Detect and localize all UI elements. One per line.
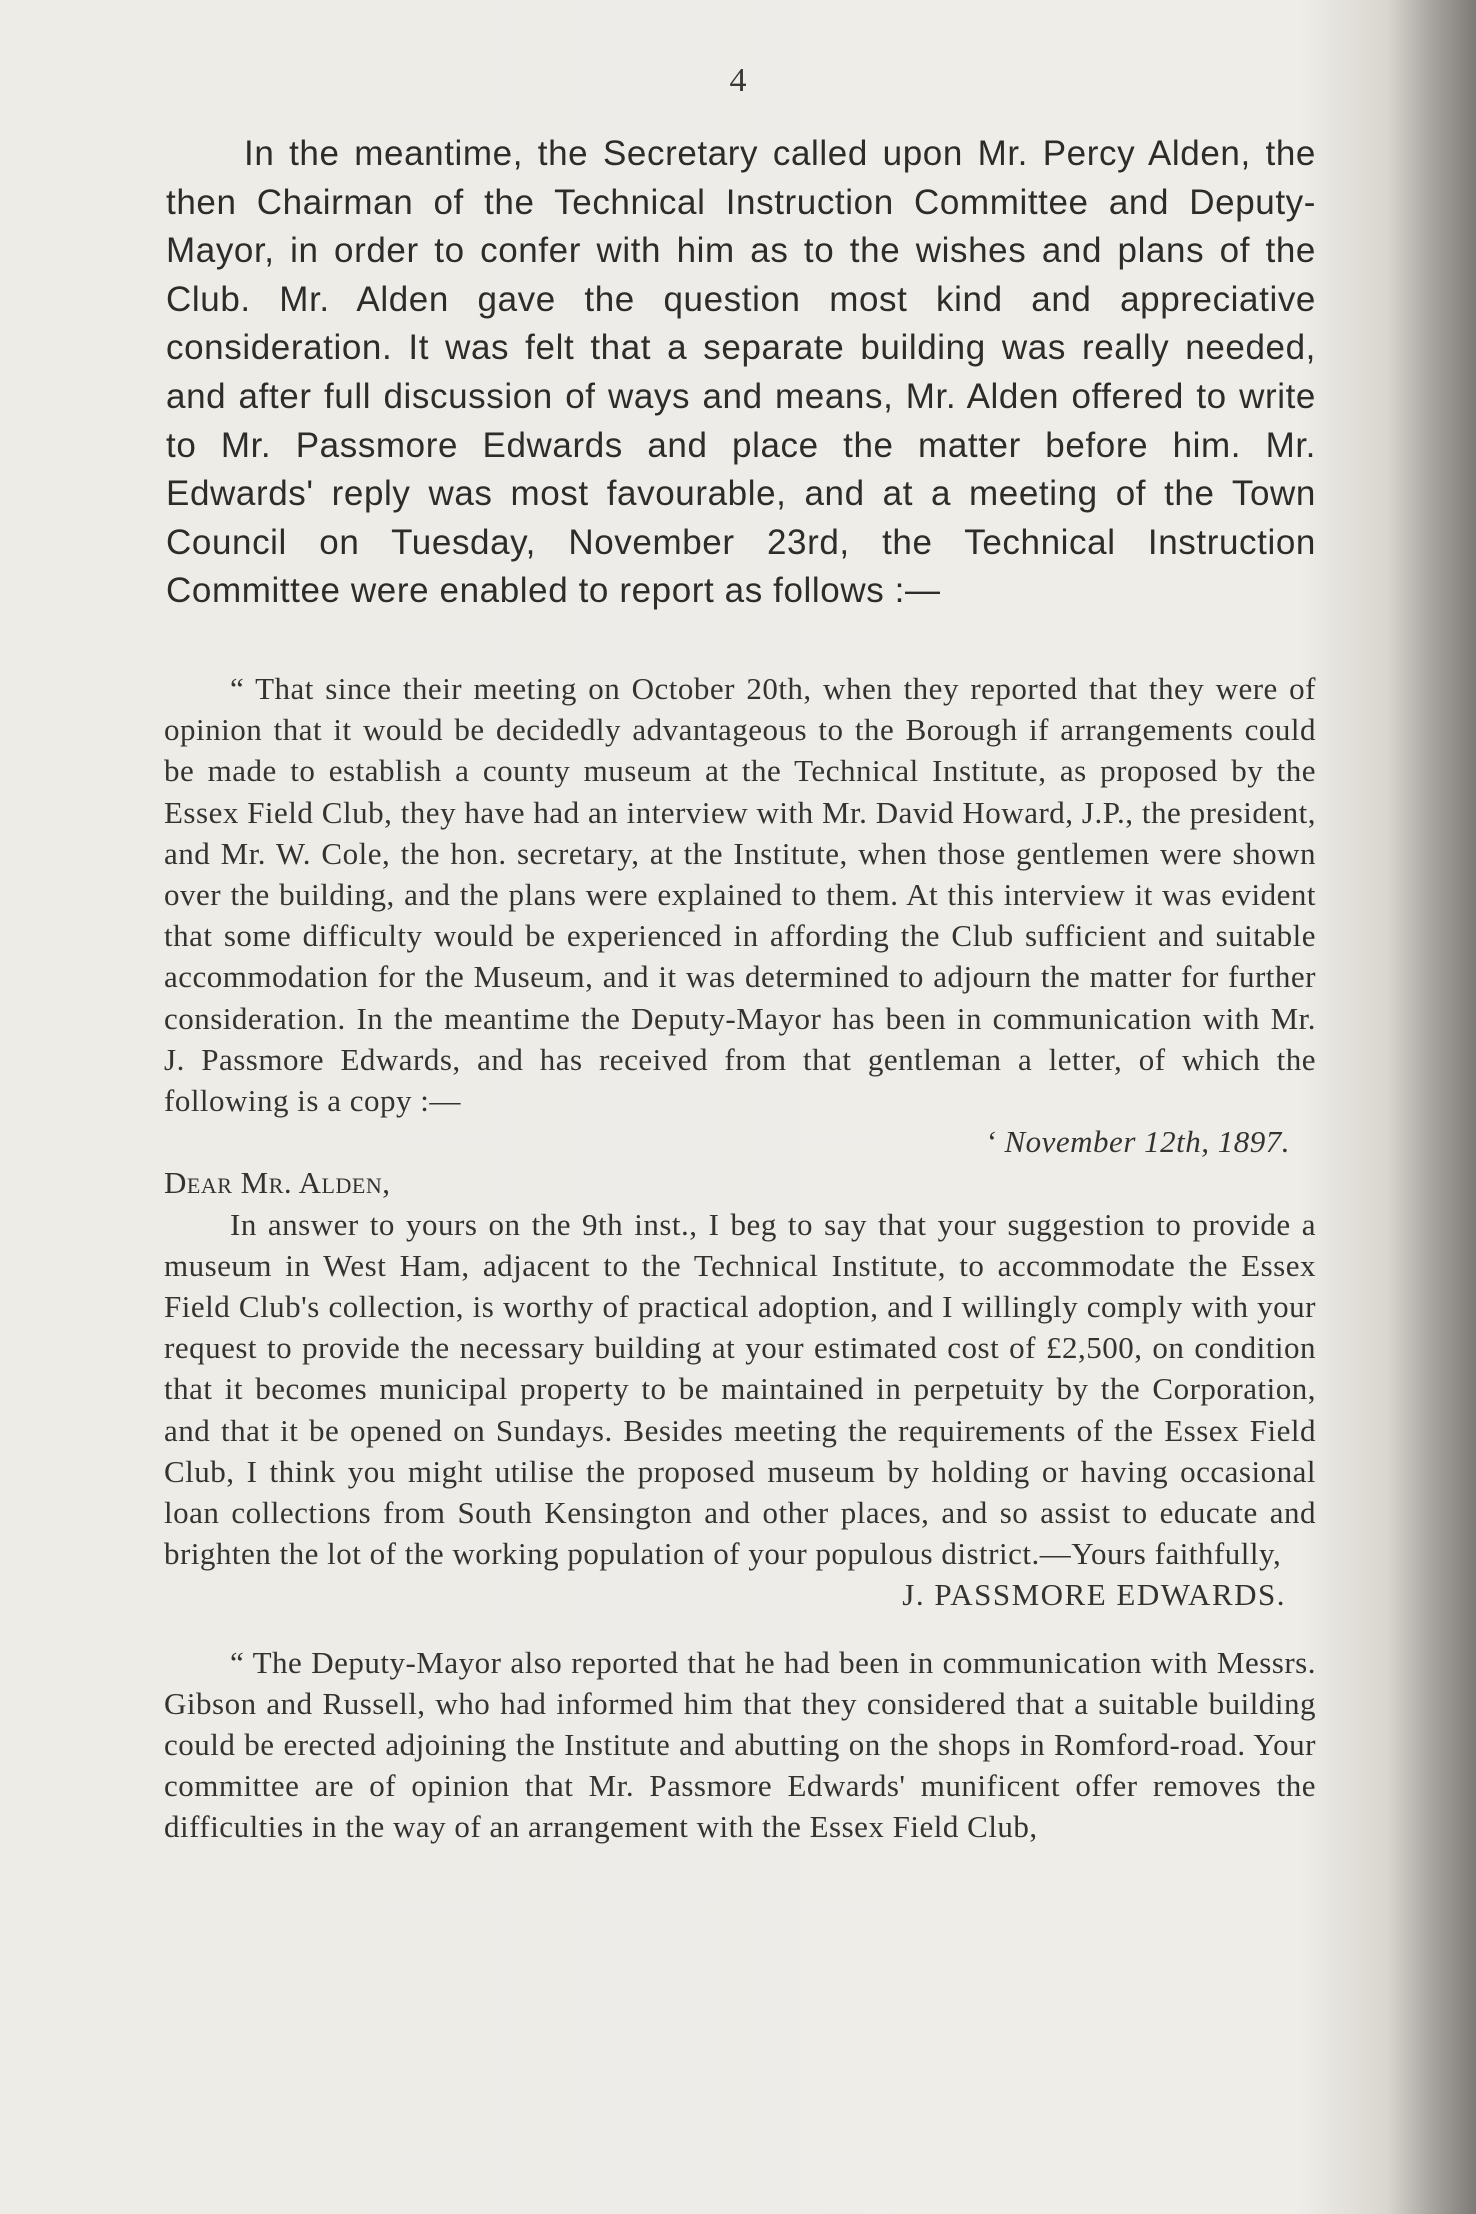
paragraph-gap [164,1616,1316,1642]
letter-salutation: Dear Mr. Alden, [164,1165,391,1201]
letter-body: In answer to yours on the 9th inst., I beg to say that your suggestion to provide a museum in West Ham, adjacent to the Technical Institute, to accommodate the Essex Field Club's collection, is worthy of practical adoption, and I willingly comply with your request to provide the necessary building at your estimated cost of £2,500, on condition that it becomes municipal property to be maintained in perpetuity by the Corporation, and that it be opened on Sundays. Besides meeting the requirements of the Essex Field Club, I think you might utilise the proposed museum by holding or having occasional loan collections from South Kensington and other places, and so assist to educate and brighten the lot of the working population of your populous district.—Yours faithfully, [164,1206,1316,1572]
report-paragraph-1: “ That since their meeting on October 20th, when they reported that they were of opinion that it would be decidedly advantageous to the Borough if arrangements could be made to establish a county museum at the Technical Institute, as proposed by the Essex Field Club, they have had an interview with Mr. David Howard, J.P., the president, and Mr. W. Cole, the hon. secretary, at the Institute, when those gentlemen were shown over the building, and the plans were explained to them. At this interview it was evident that some difficulty would be experienced in affording the Club sufficient and suitable accommodation for the Museum, and it was determined to adjourn the matter for further consideration. In the meantime the Deputy-Mayor has been in communication with Mr. J. Passmore Edwards, and has received from that gentleman a letter, of which the following is a copy :— [164,671,1316,1119]
letter-date: ‘ November 12th, 1897. [985,1124,1290,1160]
main-text [166,130,1316,616]
letter-signature: J. PASSMORE EDWARDS. [902,1577,1286,1613]
report-paragraph-2: “ The Deputy-Mayor also reported that he had been in communication with Messrs. Gibson and Russell, who had informed him that they considered that a suitable building could be erected adjoining the Institute and abutting on the shops in Romford-road. Your committee are of opinion that Mr. Passmore Edwards' munificent offer removes the difficulties in the way of an arrangement with the Essex Field Club, [164,1644,1316,1845]
paragraph-secretary-visit: In the meantime, the Secretary called upon Mr. Percy Alden, the then Chairman of the Technical Instruction Committee and Deputy-Mayor, in order to confer with him as to the wishes and plans of the Club. Mr. Alden gave the question most kind and appreciative consideration. It was felt that a separate building was really needed, and after full discussion of ways and means, Mr. Alden offered to write to Mr. Passmore Edwards and place the matter before him. Mr. Edwards' reply was most favourable, and at a meeting of the Town Council on Tuesday, November 23rd, the Technical Instruction Committee were enabled to report as follows :— [166,134,1316,611]
page-number: 4 [729,62,747,99]
committee-report-quote [164,668,1316,1848]
